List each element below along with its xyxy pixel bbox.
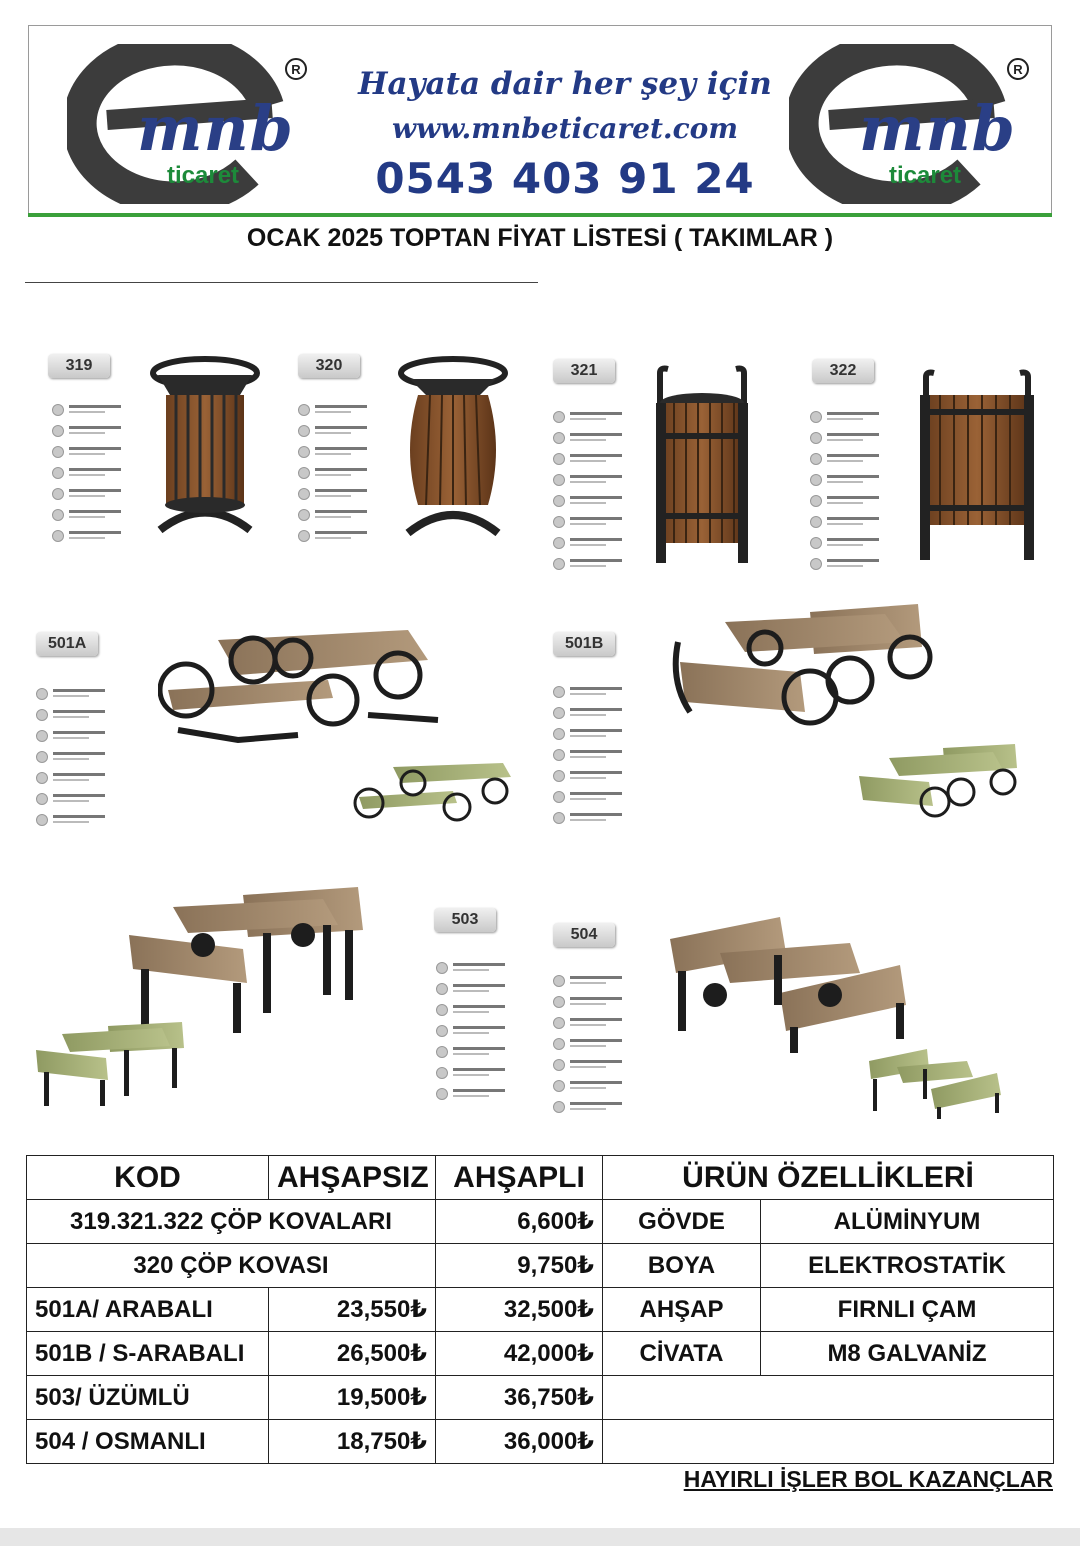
- price-with-wood-cell: 9,750₺: [436, 1244, 603, 1288]
- registered-mark-icon: R: [1007, 58, 1029, 80]
- logo-text: mnb: [137, 92, 295, 165]
- product-code-badge: 501B: [553, 632, 615, 656]
- picnic-set-grape-icon: [123, 885, 383, 1035]
- trash-bin-barrel-icon: [396, 355, 511, 545]
- feature-name-cell: BOYA: [603, 1244, 761, 1288]
- picnic-set-ottoman-small-icon: [867, 1045, 1007, 1120]
- product-card-322: [800, 345, 1050, 580]
- product-code-badge: 319: [48, 354, 110, 378]
- header-banner: [28, 25, 1052, 215]
- feature-name-cell: CİVATA: [603, 1332, 761, 1376]
- logo-text: mnb: [859, 92, 1017, 165]
- feature-value-cell: M8 GALVANİZ: [761, 1332, 1054, 1376]
- table-row: [27, 1244, 1054, 1288]
- feature-value-cell: FIRNLI ÇAM: [761, 1288, 1054, 1332]
- product-code-badge: 321: [553, 359, 615, 383]
- trash-bin-square-icon: [912, 365, 1042, 565]
- feature-name-cell: AHŞAP: [603, 1288, 761, 1332]
- company-logo-right: [789, 44, 1029, 204]
- product-card-501A: [28, 612, 528, 847]
- picnic-set-wheel-backrest-small-icon: [853, 742, 1028, 832]
- picnic-set-wheel-backrest-icon: [670, 602, 970, 752]
- spec-list: [436, 962, 526, 1109]
- website-link[interactable]: www.mnbeticaret.com: [392, 112, 738, 145]
- picnic-set-grape-small-icon: [32, 1020, 192, 1110]
- table-row: [27, 1288, 1054, 1332]
- product-card-504: [545, 895, 1050, 1130]
- product-card-320: [280, 340, 530, 555]
- registered-mark-icon: R: [285, 58, 307, 80]
- product-card-321: [545, 345, 795, 580]
- product-code-badge: 503: [434, 908, 496, 932]
- product-code-badge: 501A: [36, 632, 98, 656]
- table-row: [27, 1376, 1054, 1420]
- spec-list: [298, 404, 388, 551]
- spec-list: [36, 688, 126, 835]
- column-header-ahsapli: AHŞAPLI: [436, 1156, 603, 1200]
- price-with-wood-cell: 32,500₺: [436, 1288, 603, 1332]
- table-header-row: [27, 1156, 1054, 1200]
- price-without-wood-cell: 23,550₺: [269, 1288, 436, 1332]
- tagline: Hayata dair her şey için: [358, 66, 772, 102]
- table-row: [27, 1200, 1054, 1244]
- price-with-wood-cell: 36,750₺: [436, 1376, 603, 1420]
- picnic-set-wheel-small-icon: [353, 757, 518, 837]
- price-without-wood-cell: 18,750₺: [269, 1420, 436, 1464]
- picnic-set-ottoman-icon: [670, 915, 915, 1055]
- product-code-badge: 504: [553, 923, 615, 947]
- product-card-501B: [545, 612, 1050, 847]
- phone-number[interactable]: 0543 403 91 24: [375, 154, 755, 203]
- price-without-wood-cell: 19,500₺: [269, 1376, 436, 1420]
- feature-value-cell: ALÜMİNYUM: [761, 1200, 1054, 1244]
- column-header-ozellikler: ÜRÜN ÖZELLİKLERİ: [603, 1156, 1054, 1200]
- table-row: [27, 1332, 1054, 1376]
- column-header-ahsapsiz: AHŞAPSIZ: [269, 1156, 436, 1200]
- picnic-set-wheel-icon: [158, 620, 458, 770]
- feature-name-cell: GÖVDE: [603, 1200, 761, 1244]
- bottom-strip: [0, 1528, 1080, 1546]
- table-row: [27, 1420, 1054, 1464]
- logo-subtext: ticaret: [889, 162, 962, 189]
- banner-divider: [28, 213, 1052, 217]
- spec-list: [553, 975, 643, 1122]
- product-code-badge: 320: [298, 354, 360, 378]
- trash-bin-hooked-icon: [650, 363, 755, 573]
- empty-feature-cell: [603, 1420, 1054, 1464]
- product-code-cell: 503/ ÜZÜMLÜ: [27, 1376, 269, 1420]
- empty-feature-cell: [603, 1376, 1054, 1420]
- spec-list: [52, 404, 142, 551]
- trash-bin-open-top-icon: [148, 355, 263, 545]
- product-code-badge: 322: [812, 359, 874, 383]
- price-with-wood-cell: 42,000₺: [436, 1332, 603, 1376]
- price-with-wood-cell: 6,600₺: [436, 1200, 603, 1244]
- product-code-cell: 504 / OSMANLI: [27, 1420, 269, 1464]
- product-code-cell: 501A/ ARABALI: [27, 1288, 269, 1332]
- price-without-wood-cell: 26,500₺: [269, 1332, 436, 1376]
- page-title: OCAK 2025 TOPTAN FİYAT LİSTESİ ( TAKIMLAR ): [246, 224, 834, 252]
- price-table: [26, 1155, 1054, 1464]
- product-card-319: [30, 340, 280, 555]
- product-code-cell: 501B / S-ARABALI: [27, 1332, 269, 1376]
- logo-subtext: ticaret: [167, 162, 240, 189]
- company-logo: [67, 44, 307, 204]
- product-card-503: [28, 880, 538, 1120]
- column-header-kod: KOD: [27, 1156, 269, 1200]
- footer-slogan: HAYIRLI İŞLER BOL KAZANÇLAR: [683, 1466, 1053, 1492]
- product-code-cell: 319.321.322 ÇÖP KOVALARI: [27, 1200, 436, 1244]
- title-divider: [25, 282, 538, 283]
- product-code-cell: 320 ÇÖP KOVASI: [27, 1244, 436, 1288]
- spec-list: [810, 411, 900, 579]
- feature-value-cell: ELEKTROSTATİK: [761, 1244, 1054, 1288]
- price-with-wood-cell: 36,000₺: [436, 1420, 603, 1464]
- spec-list: [553, 686, 643, 833]
- spec-list: [553, 411, 643, 579]
